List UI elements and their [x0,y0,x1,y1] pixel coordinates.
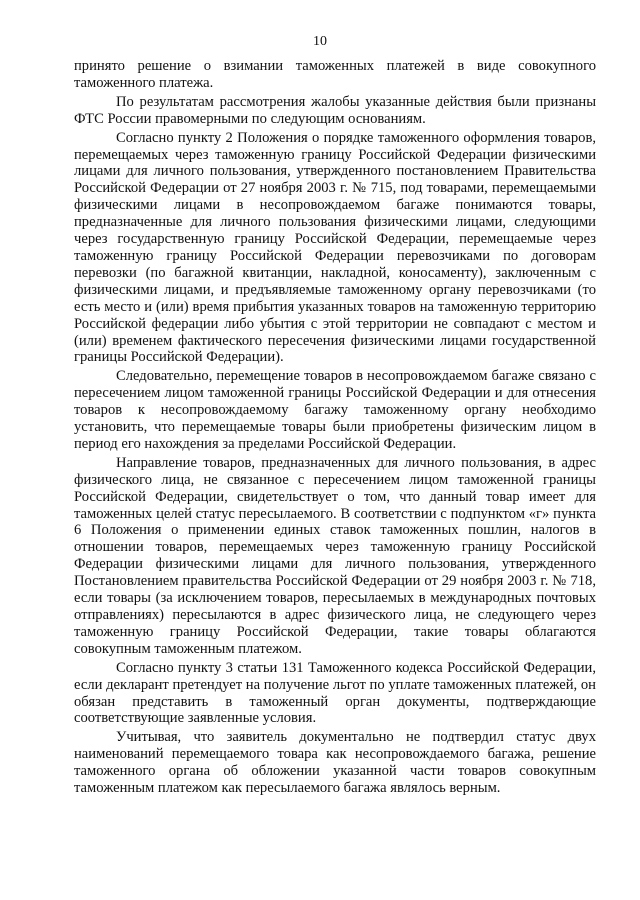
paragraph: Согласно пункту 2 Положения о порядке таможенного оформления товаров, перемещаемых через таможенную границу Российской Федерации физическими лицами для личного пользования, утвержденного постановлением Правительства Российской Федерации от 27 ноября 2003 г. № 715, под товарами, перемещаемыми физическими лицами в несопровождаемом багаже понимаются товары, предназначенные для личного пользования физическими лицами, следующими через государственную границу Российской Федерации, перемещаемые через таможенную границу Российской Федерации перевозчиками по договорам перевозки (по багажной квитанции, накладной, коносаменту), заключенным с физическими лицами, и предъявляемые таможенному органу перевозчиками (то есть место и (или) время прибытия указанных товаров на таможенную территорию Российской федерации либо убытия с этой территории не совпадают с местом и (или) временем фактического пересечения физическими лицами государственной границы Российской Федерации). [74,129,596,366]
paragraph: Следовательно, перемещение товаров в несопровождаемом багаже связано с пересечением лицом таможенной границы Российской Федерации и для отнесения товаров к несопровождаемому багажу таможенному органу необходимо установить, что перемещаемые товары были приобретены физическим лицом в период его нахождения за пределами Российской Федерации. [74,368,596,452]
paragraph: Учитывая, что заявитель документально не подтвердил статус двух наименований перемещаемого товара как несопровождаемого багажа, решение таможенного органа об обложении указанной части товаров совокупным таможенным платежом как пересылаемого багажа являлось верным. [74,729,596,797]
document-body [74,58,596,797]
paragraph: По результатам рассмотрения жалобы указанные действия были признаны ФТС России правомерными по следующим основаниям. [74,93,596,127]
paragraph: принято решение о взимании таможенных платежей в виде совокупного таможенного платежа. [74,58,596,91]
paragraph: Направление товаров, предназначенных для личного пользования, в адрес физического лица, не связанное с пересечением лицом таможенной границы Российской Федерации, свидетельствует о том, что данный товар имеет для таможенных целей статус пересылаемого. В соответствии с подпунктом «г» пункта 6 Положения о применении единых ставок таможенных пошлин, налогов в отношении товаров, перемещаемых через таможенную границу Российской Федерации физическими лицами для личного пользования, утвержденного Постановлением правительства Российской Федерации от 29 ноября 2003 г. № 718, если товары (за исключением товаров, пересылаемых в международных почтовых отправлениях) пересылаются в адрес физического лица, не следующего через таможенную границу Российской Федерации, такие товары облагаются совокупным таможенным платежом. [74,454,596,657]
paragraph: Согласно пункту 3 статьи 131 Таможенного кодекса Российской Федерации, если декларант претендует на получение льгот по уплате таможенных платежей, он обязан представить в таможенный орган документы, подтверждающие соответствующие заявленные условия. [74,659,596,727]
page-number: 10 [313,34,327,49]
